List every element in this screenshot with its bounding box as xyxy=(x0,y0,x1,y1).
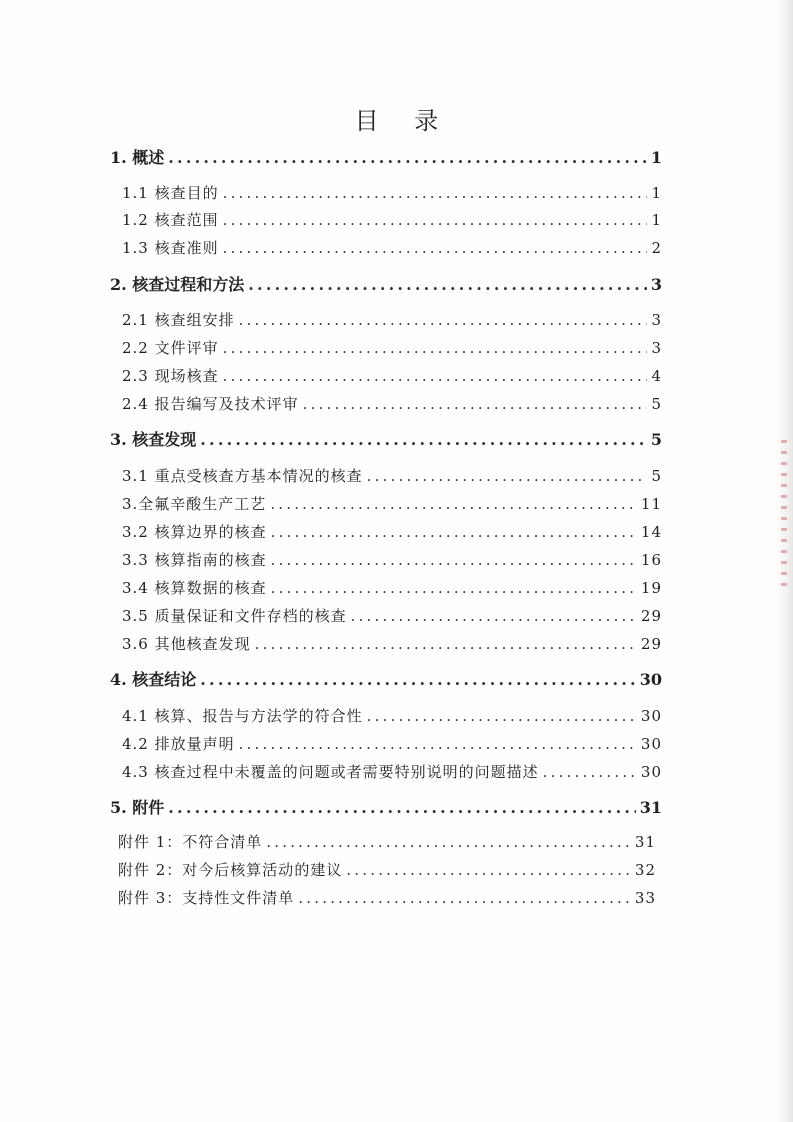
toc-entry-label: 5. 附件 xyxy=(110,798,165,817)
toc-dot-leader xyxy=(266,830,631,854)
toc-dot-leader xyxy=(200,668,635,692)
toc-section-entry[interactable] xyxy=(122,364,662,388)
toc-entry-label: 2.1 核查组安排 xyxy=(122,311,235,329)
toc-page-number: 33 xyxy=(634,889,656,907)
toc-dot-leader xyxy=(255,632,637,656)
toc-dot-leader xyxy=(367,704,637,728)
toc-page-number: 30 xyxy=(640,735,662,753)
toc-section-entry[interactable] xyxy=(122,704,662,728)
toc-page-number: 1 xyxy=(651,184,662,202)
toc-dot-leader xyxy=(346,858,631,882)
toc-entry-label: 3. 核查发现 xyxy=(110,430,197,449)
toc-dot-leader xyxy=(223,236,648,260)
toc-entry-label: 2. 核查过程和方法 xyxy=(110,275,245,294)
scan-edge-mark xyxy=(781,440,787,590)
toc-page-number: 1 xyxy=(651,211,662,229)
toc-entry-label: 附件 2：对今后核算活动的建议 xyxy=(118,861,343,879)
toc-dot-leader xyxy=(271,548,637,572)
toc-section-entry[interactable] xyxy=(122,308,662,332)
toc-section-entry[interactable] xyxy=(122,336,662,360)
toc-page-number: 3 xyxy=(651,311,662,329)
toc-entry-label: 3.6 其他核查发现 xyxy=(122,635,251,653)
toc-section-entry[interactable] xyxy=(122,604,662,628)
toc-entry-label: 3.3 核算指南的核查 xyxy=(122,551,267,569)
toc-entry-label: 3.1 重点受核查方基本情况的核查 xyxy=(122,467,363,485)
toc-dot-leader xyxy=(271,520,637,544)
toc-entry-label: 3.2 核算边界的核查 xyxy=(122,523,267,541)
toc-section-entry[interactable] xyxy=(122,760,662,784)
toc-dot-leader xyxy=(223,364,648,388)
toc-page-number: 19 xyxy=(640,579,662,597)
toc-dot-leader xyxy=(270,492,637,516)
toc-entry-label: 4.2 排放量声明 xyxy=(122,735,235,753)
toc-chapter-entry[interactable] xyxy=(110,428,662,452)
toc-entry-label: 1. 概述 xyxy=(110,148,165,167)
toc-section-entry[interactable] xyxy=(122,632,662,656)
toc-page-number: 5 xyxy=(650,430,662,449)
toc-page-number: 4 xyxy=(651,367,662,385)
toc-section-entry[interactable] xyxy=(122,181,662,205)
toc-page-number: 5 xyxy=(651,467,662,485)
toc-page-number: 31 xyxy=(634,833,656,851)
toc-entry-label: 2.3 现场核查 xyxy=(122,367,219,385)
toc-dot-leader xyxy=(168,796,635,820)
toc-dot-leader xyxy=(271,576,637,600)
toc-section-entry[interactable] xyxy=(122,520,662,544)
toc-page-number: 30 xyxy=(640,763,662,781)
toc-section-entry[interactable] xyxy=(122,392,662,416)
toc-dot-leader xyxy=(351,604,637,628)
toc-entry-label: 2.2 文件评审 xyxy=(122,339,219,357)
toc-dot-leader xyxy=(168,146,647,170)
toc-section-entry[interactable] xyxy=(122,732,662,756)
toc-entry-label: 附件 3：支持性文件清单 xyxy=(118,889,295,907)
toc-section-entry[interactable] xyxy=(122,548,662,572)
toc-chapter-entry[interactable] xyxy=(110,668,662,692)
toc-entry-label: 附件 1：不符合清单 xyxy=(118,833,263,851)
toc-page-number: 3 xyxy=(651,339,662,357)
toc-entry-label: 4.3 核查过程中未覆盖的问题或者需要特别说明的问题描述 xyxy=(122,763,539,781)
toc-entry-label: 1.2 核查范围 xyxy=(122,211,219,229)
toc-annex-entry[interactable] xyxy=(118,858,656,882)
toc-entry-label: 4. 核查结论 xyxy=(110,670,197,689)
toc-dot-leader xyxy=(543,760,637,784)
toc-entry-label: 3.全氟辛酸生产工艺 xyxy=(122,495,267,513)
toc-section-entry[interactable] xyxy=(122,464,662,488)
toc-section-entry[interactable] xyxy=(122,576,662,600)
toc-page-number: 29 xyxy=(640,607,662,625)
toc-dot-leader xyxy=(223,181,648,205)
page-title: 目 录 xyxy=(354,107,453,135)
toc-entry-label: 1.3 核查准则 xyxy=(122,239,219,257)
scan-page-edge xyxy=(775,0,793,1122)
toc-page-number: 31 xyxy=(639,798,662,817)
toc-chapter-entry[interactable] xyxy=(110,796,662,820)
toc-page-number: 3 xyxy=(650,275,662,294)
toc-page-number: 30 xyxy=(639,670,662,689)
toc-page-number: 29 xyxy=(640,635,662,653)
toc-page-number: 32 xyxy=(634,861,656,879)
toc-dot-leader xyxy=(223,208,648,232)
toc-page-number: 5 xyxy=(651,395,662,413)
toc-dot-leader xyxy=(367,464,648,488)
toc-dot-leader xyxy=(298,886,631,910)
toc-page-number: 30 xyxy=(640,707,662,725)
toc-page-number: 14 xyxy=(640,523,662,541)
toc-entry-label: 3.4 核算数据的核查 xyxy=(122,579,267,597)
toc-page-number: 1 xyxy=(650,148,662,167)
toc-entry-label: 2.4 报告编写及技术评审 xyxy=(122,395,299,413)
toc-entry-label: 1.1 核查目的 xyxy=(122,184,219,202)
toc-dot-leader xyxy=(248,273,647,297)
toc-chapter-entry[interactable] xyxy=(110,146,662,170)
toc-annex-entry[interactable] xyxy=(118,830,656,854)
toc-dot-leader xyxy=(239,308,648,332)
toc-page-number: 2 xyxy=(651,239,662,257)
toc-chapter-entry[interactable] xyxy=(110,273,662,297)
toc-section-entry[interactable] xyxy=(122,236,662,260)
toc-section-entry[interactable] xyxy=(122,492,662,516)
toc-entry-label: 3.5 质量保证和文件存档的核查 xyxy=(122,607,347,625)
toc-dot-leader xyxy=(200,428,647,452)
toc-dot-leader xyxy=(303,392,648,416)
toc-page-number: 16 xyxy=(640,551,662,569)
toc-entry-label: 4.1 核算、报告与方法学的符合性 xyxy=(122,707,363,725)
toc-dot-leader xyxy=(239,732,637,756)
toc-section-entry[interactable] xyxy=(122,208,662,232)
toc-page-number: 11 xyxy=(640,495,662,513)
toc-annex-entry[interactable] xyxy=(118,886,656,910)
toc-dot-leader xyxy=(223,336,648,360)
